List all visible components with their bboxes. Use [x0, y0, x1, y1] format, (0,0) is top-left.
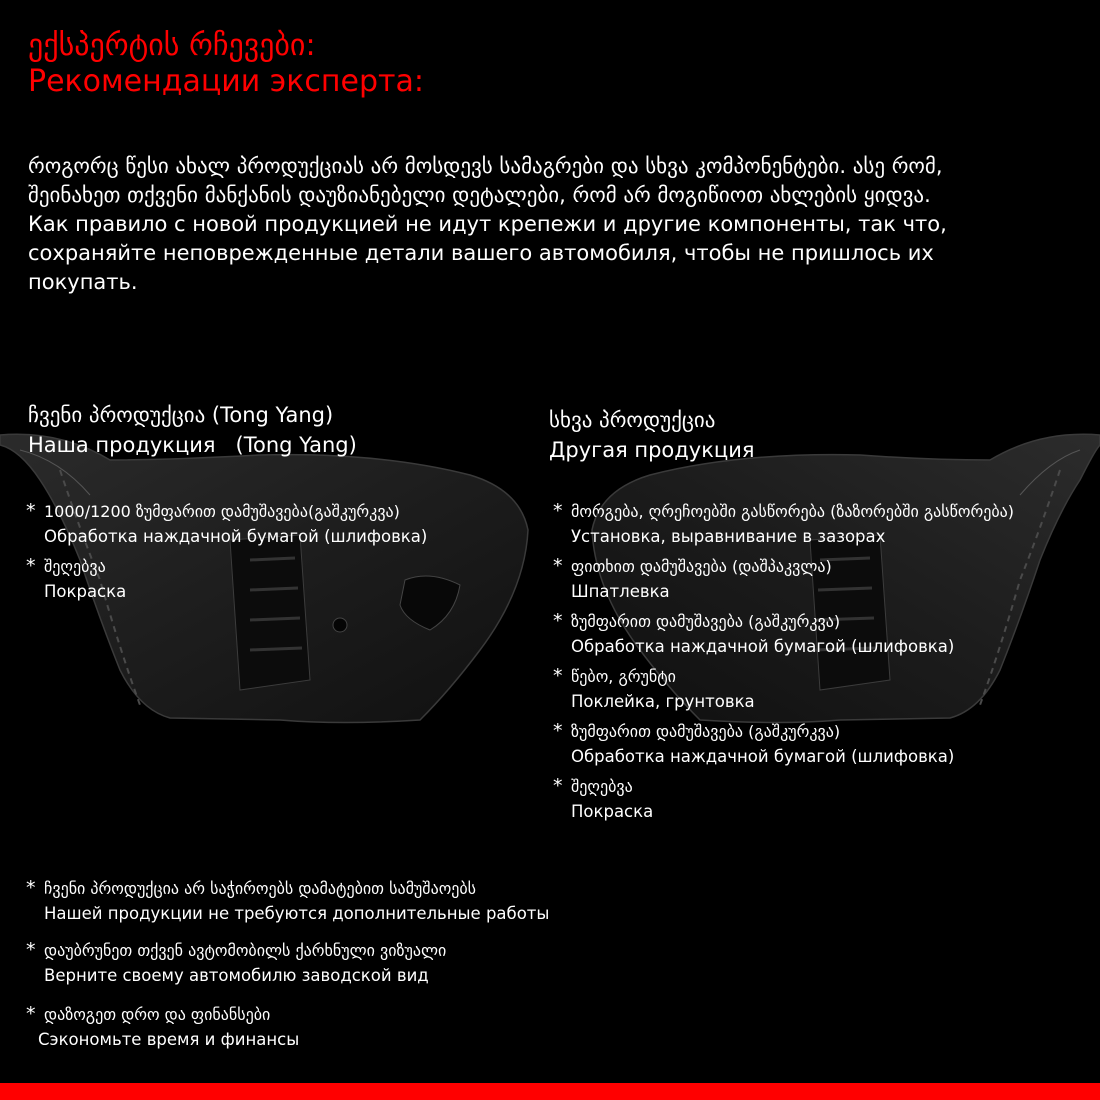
other-product-item	[553, 775, 653, 825]
bullet-star: *	[553, 500, 563, 522]
bullet-star: *	[26, 555, 36, 577]
item-georgian: ზუმფარით დამუშავება (გაშკურკვა)	[571, 722, 841, 741]
item-georgian: შეღებვა	[571, 777, 633, 796]
benefit-russian: Нашей продукции не требуются дополнительные работы	[44, 904, 550, 923]
item-georgian: წებო, გრუნტი	[571, 667, 676, 686]
other-product-column	[549, 405, 755, 465]
item-russian: Поклейка, грунтовка	[571, 692, 755, 711]
other-product-heading-russian: Другая продукция	[549, 438, 755, 462]
title-georgian: ექსპერტის რჩევები:	[28, 28, 316, 63]
bullet-star: *	[553, 555, 563, 577]
item-georgian: მორგება, ღრეჩოებში გასწორება (ზაზორებში გასწორება)	[571, 502, 1014, 521]
item-georgian: 1000/1200 ზუმფარით დამუშავება(გაშკურკვა)	[44, 502, 400, 521]
bullet-star: *	[26, 500, 36, 522]
item-russian: Обработка наждачной бумагой (шлифовка)	[44, 527, 428, 546]
item-georgian: ზუმფარით დამუშავება (გაშკურკვა)	[571, 612, 841, 631]
our-product-item	[26, 500, 427, 550]
other-product-item	[553, 555, 832, 605]
benefit-georgian: ჩვენი პროდუქცია არ საჭიროებს დამატებით სამუშაოებს	[44, 879, 477, 898]
bullet-star: *	[26, 877, 36, 899]
bullet-star: *	[553, 720, 563, 742]
intro-georgian: როგორც წესი ახალ პროდუქციას არ მოსდევს სამაგრები და სხვა კომპონენტები. ასე რომ, შეინახეთ თქვენი მანქანის დაუზიანებელი დეტალები, რომ არ მოგიწიოთ ახლების ყიდვა.	[28, 154, 943, 207]
bullet-star: *	[553, 665, 563, 687]
bullet-star: *	[553, 775, 563, 797]
our-product-heading-russian: Наша продукция (Tong Yang)	[28, 433, 357, 457]
intro-text	[28, 152, 1038, 297]
other-product-item	[553, 665, 755, 715]
benefit-georgian: დაუბრუნეთ თქვენ ავტომობილს ქარხნული ვიზუალი	[44, 941, 447, 960]
item-russian: Установка, выравнивание в зазорах	[571, 527, 886, 546]
page-title	[28, 28, 424, 100]
benefit-item	[26, 1003, 299, 1053]
item-russian: Шпатлевка	[571, 582, 670, 601]
other-product-item	[553, 610, 954, 660]
benefit-georgian: დაზოგეთ დრო და ფინანსები	[44, 1005, 271, 1024]
our-product-item	[26, 555, 126, 605]
benefit-russian: Верните своему автомобилю заводской вид	[44, 966, 429, 985]
other-product-item	[553, 500, 1014, 550]
item-russian: Обработка наждачной бумагой (шлифовка)	[571, 637, 955, 656]
item-georgian: ფითხით დამუშავება (დაშპაკვლა)	[571, 557, 832, 576]
item-russian: Покраска	[571, 802, 654, 821]
bullet-star: *	[553, 610, 563, 632]
intro-russian: Как правило с новой продукцией не идут крепежи и другие компоненты, так что, сохраняйте неповрежденные детали вашего автомобиля, чтобы не пришлось их покупать.	[28, 212, 947, 294]
title-russian: Рекомендации эксперта:	[28, 64, 424, 99]
other-product-item	[553, 720, 954, 770]
item-georgian: შეღებვა	[44, 557, 106, 576]
bullet-star: *	[26, 1003, 36, 1025]
our-product-heading-georgian: ჩვენი პროდუქცია (Tong Yang)	[28, 403, 334, 427]
item-russian: Покраска	[44, 582, 127, 601]
bottom-red-bar	[0, 1083, 1100, 1100]
benefit-russian: Сэкономьте время и финансы	[38, 1030, 300, 1049]
our-product-column	[28, 400, 357, 460]
item-russian: Обработка наждачной бумагой (шлифовка)	[571, 747, 955, 766]
other-product-heading-georgian: სხვა პროდუქცია	[549, 408, 716, 432]
benefit-item	[26, 939, 446, 989]
bullet-star: *	[26, 939, 36, 961]
benefit-item	[26, 877, 549, 927]
